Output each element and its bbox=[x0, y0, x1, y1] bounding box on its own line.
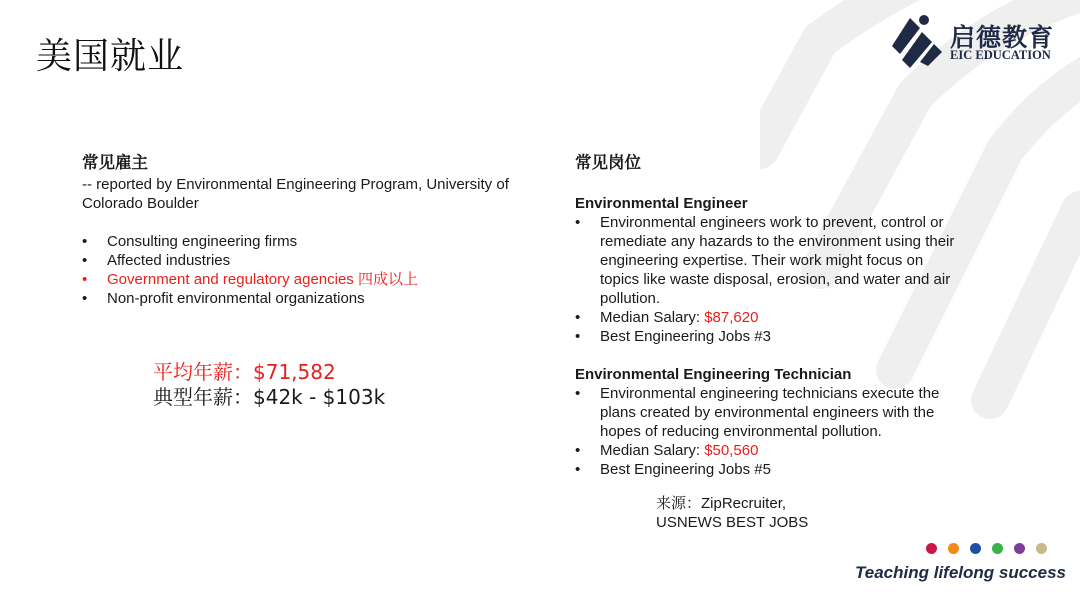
employers-source-line: Colorado Boulder bbox=[82, 195, 199, 212]
median-salary-value: $87,620 bbox=[704, 309, 759, 326]
color-dot bbox=[970, 543, 981, 554]
job-rank: • Best Engineering Jobs #3 bbox=[575, 327, 985, 346]
footer-tagline: Teaching lifelong success bbox=[855, 563, 1066, 582]
logo-chinese-text: 启德教育 bbox=[950, 23, 1055, 52]
employers-source-line: -- reported by Environmental Engineering Program, University of bbox=[82, 176, 509, 193]
job-title: Environmental Engineer bbox=[575, 195, 748, 212]
color-dot bbox=[926, 543, 937, 554]
employers-section bbox=[82, 153, 552, 308]
description-line: pollution. bbox=[600, 290, 661, 307]
median-salary bbox=[575, 308, 985, 327]
job-description bbox=[575, 213, 985, 308]
median-salary-label: Median Salary: bbox=[600, 309, 705, 326]
median-salary-value: $50,560 bbox=[704, 442, 759, 459]
color-dot bbox=[1014, 543, 1025, 554]
description-line: • Environmental engineers work to prevent, control or bbox=[600, 214, 944, 231]
description-line: remediate any hazards to the environment using their bbox=[600, 233, 955, 250]
eic-logo-icon bbox=[888, 14, 942, 68]
list-item: • Affected industries bbox=[82, 251, 552, 270]
brand-logo bbox=[888, 14, 1058, 70]
list-item-highlighted: • Government and regulatory agencies 四成以上 bbox=[82, 270, 552, 289]
job-rank: • Best Engineering Jobs #5 bbox=[575, 460, 985, 479]
positions-heading: 常见岗位 bbox=[575, 153, 641, 172]
source-line: 来源：ZipRecruiter, bbox=[656, 495, 787, 512]
description-line: plans created by environmental engineers with the bbox=[600, 404, 935, 421]
list-item: • Consulting engineering firms bbox=[82, 232, 552, 251]
employers-heading: 常见雇主 bbox=[82, 153, 148, 172]
salary-summary bbox=[153, 360, 385, 410]
source-line: USNEWS BEST JOBS bbox=[656, 514, 809, 531]
description-line: topics like waste disposal, erosion, and water and air bbox=[600, 271, 951, 288]
logo-english-text: EIC EDUCATION bbox=[950, 48, 1051, 62]
color-dot bbox=[992, 543, 1003, 554]
positions-section bbox=[575, 153, 985, 479]
job-title: Environmental Engineering Technician bbox=[575, 366, 852, 383]
description-line: • Environmental engineering technicians execute the bbox=[600, 385, 940, 402]
typical-salary: 典型年薪：$42k - $103k bbox=[153, 385, 386, 409]
slide-title: 美国就业 bbox=[36, 36, 185, 77]
description-line: engineering expertise. Their work might focus on bbox=[600, 252, 924, 269]
job-details bbox=[575, 384, 985, 479]
job-details bbox=[575, 213, 985, 346]
list-item: • Non-profit environmental organizations bbox=[82, 289, 552, 308]
brand-color-dots bbox=[926, 543, 1047, 554]
employers-list bbox=[82, 232, 552, 308]
description-line: hopes of reducing environmental pollution. bbox=[600, 423, 882, 440]
median-salary-label: Median Salary: bbox=[600, 442, 705, 459]
median-salary bbox=[575, 441, 985, 460]
color-dot bbox=[1036, 543, 1047, 554]
color-dot bbox=[948, 543, 959, 554]
average-salary: 平均年薪：$71,582 bbox=[153, 360, 336, 384]
job-description bbox=[575, 384, 985, 441]
source-note bbox=[656, 494, 808, 532]
